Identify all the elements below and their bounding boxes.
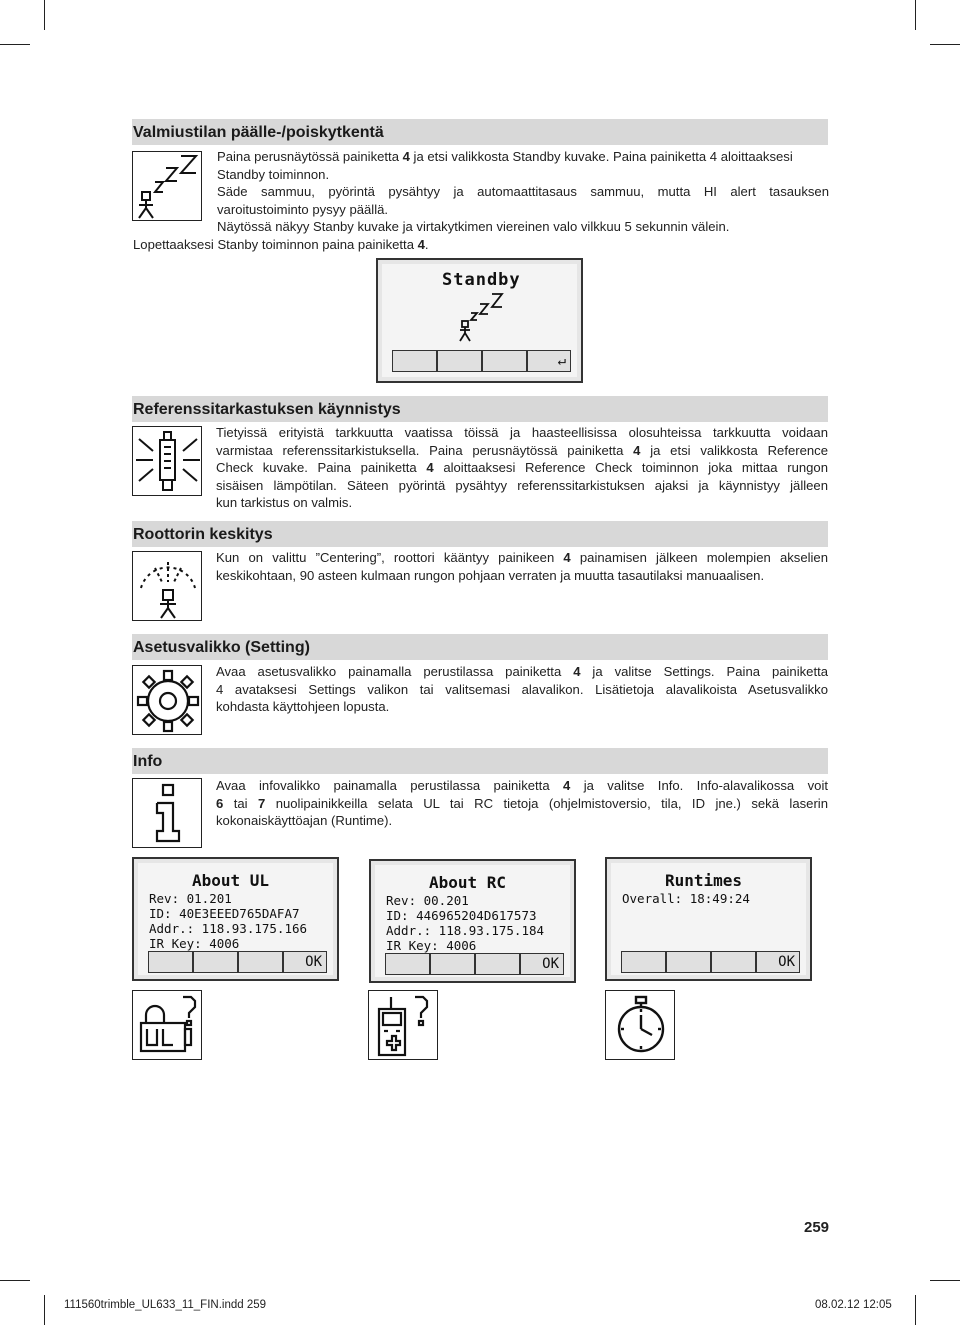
text-line: Tietyissä erityistä tarkkuutta vaatissa töissä ja haasteellisissa olosuhteissa tarkkuutta voidaan: [216, 425, 828, 440]
softkey-3[interactable]: [711, 951, 756, 973]
standby-paragraph: [217, 148, 829, 236]
enter-icon: ↵: [557, 353, 566, 369]
softkey-1[interactable]: [148, 951, 193, 973]
info-icon: [132, 778, 202, 848]
softkey-2[interactable]: [193, 951, 238, 973]
ok-softkey[interactable]: OK: [756, 951, 800, 973]
section-title-standby: Valmiustilan päälle-/poiskytkentä: [133, 124, 384, 141]
softkey-1[interactable]: [385, 953, 430, 975]
section-title-setting: Asetusvalikko (Setting): [133, 639, 310, 656]
screen-title: About UL: [192, 871, 270, 890]
softkey-3[interactable]: [475, 953, 520, 975]
text-line: kokonaiskäyttöajan (Runtime).: [216, 813, 393, 829]
screen-title: Runtimes: [665, 871, 743, 890]
softkey-bar: [385, 953, 564, 975]
crop-mark: [0, 1280, 30, 1281]
enter-softkey[interactable]: [527, 350, 571, 372]
section-header-bar: [132, 748, 828, 774]
crop-mark: [0, 44, 30, 45]
screen-line: ID: 40E3EEED765DAFA7: [149, 906, 300, 921]
text-line: Paina perusnäytössä painiketta 4 ja etsi valikkosta Standby kuvake. Paina painiketta 4 aloittaaksesi: [217, 149, 793, 164]
softkey-1[interactable]: [621, 951, 666, 973]
screen-line: IR Key: 4006: [386, 938, 477, 953]
screen-line: Rev: 00.201: [386, 893, 469, 908]
reference-paragraph: [216, 424, 828, 512]
ok-softkey[interactable]: OK: [520, 953, 564, 975]
screen-title: About RC: [429, 873, 507, 892]
standby-screen: [376, 258, 583, 383]
text-line: 4 avataksesi Settings valikon tai valitsemasi alavalikon. Lisätietoja alavalikoista Asetusvalikko: [216, 681, 828, 697]
softkey-3[interactable]: [238, 951, 283, 973]
reference-check-icon: [132, 426, 202, 496]
text-line: Kun on valittu ”Centering”, roottori kääntyy painikeen 4 painamisen jälkeen molempien akselien: [216, 550, 828, 565]
screen-line: IR Key: 4006: [149, 936, 240, 951]
screen-line: ID: 446965204D617573: [386, 908, 537, 923]
centering-icon: [132, 551, 202, 621]
info-paragraph: [216, 777, 828, 830]
softkey-3[interactable]: [482, 350, 527, 372]
screen-line: Overall: 18:49:24: [622, 891, 750, 906]
text-line: sisäisen lämpötilan. Säteen pyörintä pysähtyy referenssitarkistuksen ajaksi ja käynnistyy jälleen: [216, 477, 828, 493]
text-line: Check kuvake. Paina painiketta 4 aloittaaksesi Reference Check toiminnon joka mittaa rungon: [216, 460, 828, 476]
about-rc-screen: [369, 859, 576, 983]
text-line: kun tarkistus on valmis.: [216, 495, 353, 511]
screen-inner: [375, 865, 570, 977]
softkey-bar: [392, 350, 571, 372]
screen-inner: [611, 863, 806, 975]
clock-icon: [605, 990, 675, 1060]
crop-mark: [44, 1295, 45, 1325]
text-line: Lopettaaksesi Stanby toiminnon paina painiketta 4.: [133, 237, 429, 252]
text-line: 6 tai 7 nuolipainikkeilla selata UL tai RC tietoja (ohjelmistoversio, tila, ID jne.) sekä laserin: [216, 795, 828, 811]
screen-line: Rev: 01.201: [149, 891, 232, 906]
crop-mark: [915, 0, 916, 30]
centering-paragraph: [216, 549, 828, 584]
softkey-2[interactable]: [666, 951, 711, 973]
crop-mark: [930, 44, 960, 45]
section-title-centering: Roottorin keskitys: [133, 526, 273, 543]
crop-mark: [930, 1280, 960, 1281]
screen-title: Standby: [442, 270, 521, 290]
text-line: keskikohtaan, 90 asteen kulmaan rungon pohjaan verraten ja muutta tasautilaksi manuaalisen.: [216, 567, 765, 583]
text-line: Näytössä näkyy Stanby kuvake ja virtakytkimen viereinen valo vilkkuu 5 sekunnin välein.: [217, 219, 730, 235]
text-line: Säde sammuu, pyörintä pysähtyy ja automaattitasaus sammuu, mutta HI alert tasauksen: [217, 184, 829, 200]
about-ul-screen: [132, 857, 339, 981]
softkey-bar: [148, 951, 327, 973]
text-line: Standby toiminnon.: [217, 166, 330, 182]
footer-date: 08.02.12 12:05: [815, 1299, 892, 1311]
section-title-info: Info: [133, 753, 163, 770]
screen-inner: [382, 264, 577, 377]
screen-line: Addr.: 118.93.175.184: [386, 923, 545, 938]
softkey-1[interactable]: [392, 350, 437, 372]
screen-inner: [138, 863, 333, 975]
softkey-2[interactable]: [430, 953, 475, 975]
gear-icon: [132, 665, 202, 735]
setting-paragraph: [216, 663, 828, 716]
crop-mark: [915, 1295, 916, 1325]
softkey-bar: [621, 951, 800, 973]
text-line: Avaa infovalikko painamalla perustilassa painiketta 4 ja valitse Info. Info-alavalikossa voit: [216, 778, 828, 793]
runtimes-screen: [605, 857, 812, 981]
screen-line: Addr.: 118.93.175.166: [149, 921, 308, 936]
crop-mark: [44, 0, 45, 30]
text-line: Avaa asetusvalikko painamalla perustilassa painiketta 4 ja valitse Settings. Paina painiketta: [216, 664, 828, 679]
standby-icon: [132, 151, 202, 221]
footer-file: 111560trimble_UL633_11_FIN.indd 259: [64, 1299, 267, 1311]
text-line: varoitustoiminto pysyy päällä.: [217, 201, 389, 217]
page-number: 259: [804, 1219, 830, 1236]
section-title-reference: Referenssitarkastuksen käynnistys: [133, 401, 401, 418]
softkey-2[interactable]: [437, 350, 482, 372]
rc-info-icon: [368, 990, 438, 1060]
ok-softkey[interactable]: OK: [283, 951, 327, 973]
text-line: varmistaa referenssitarkistuksella. Paina perusnäytössä painiketta 4 ja etsi valikkosta Reference: [216, 442, 828, 458]
text-line: kohdasta käyttohjeen lopusta.: [216, 699, 390, 715]
ul-info-icon: [132, 990, 202, 1060]
